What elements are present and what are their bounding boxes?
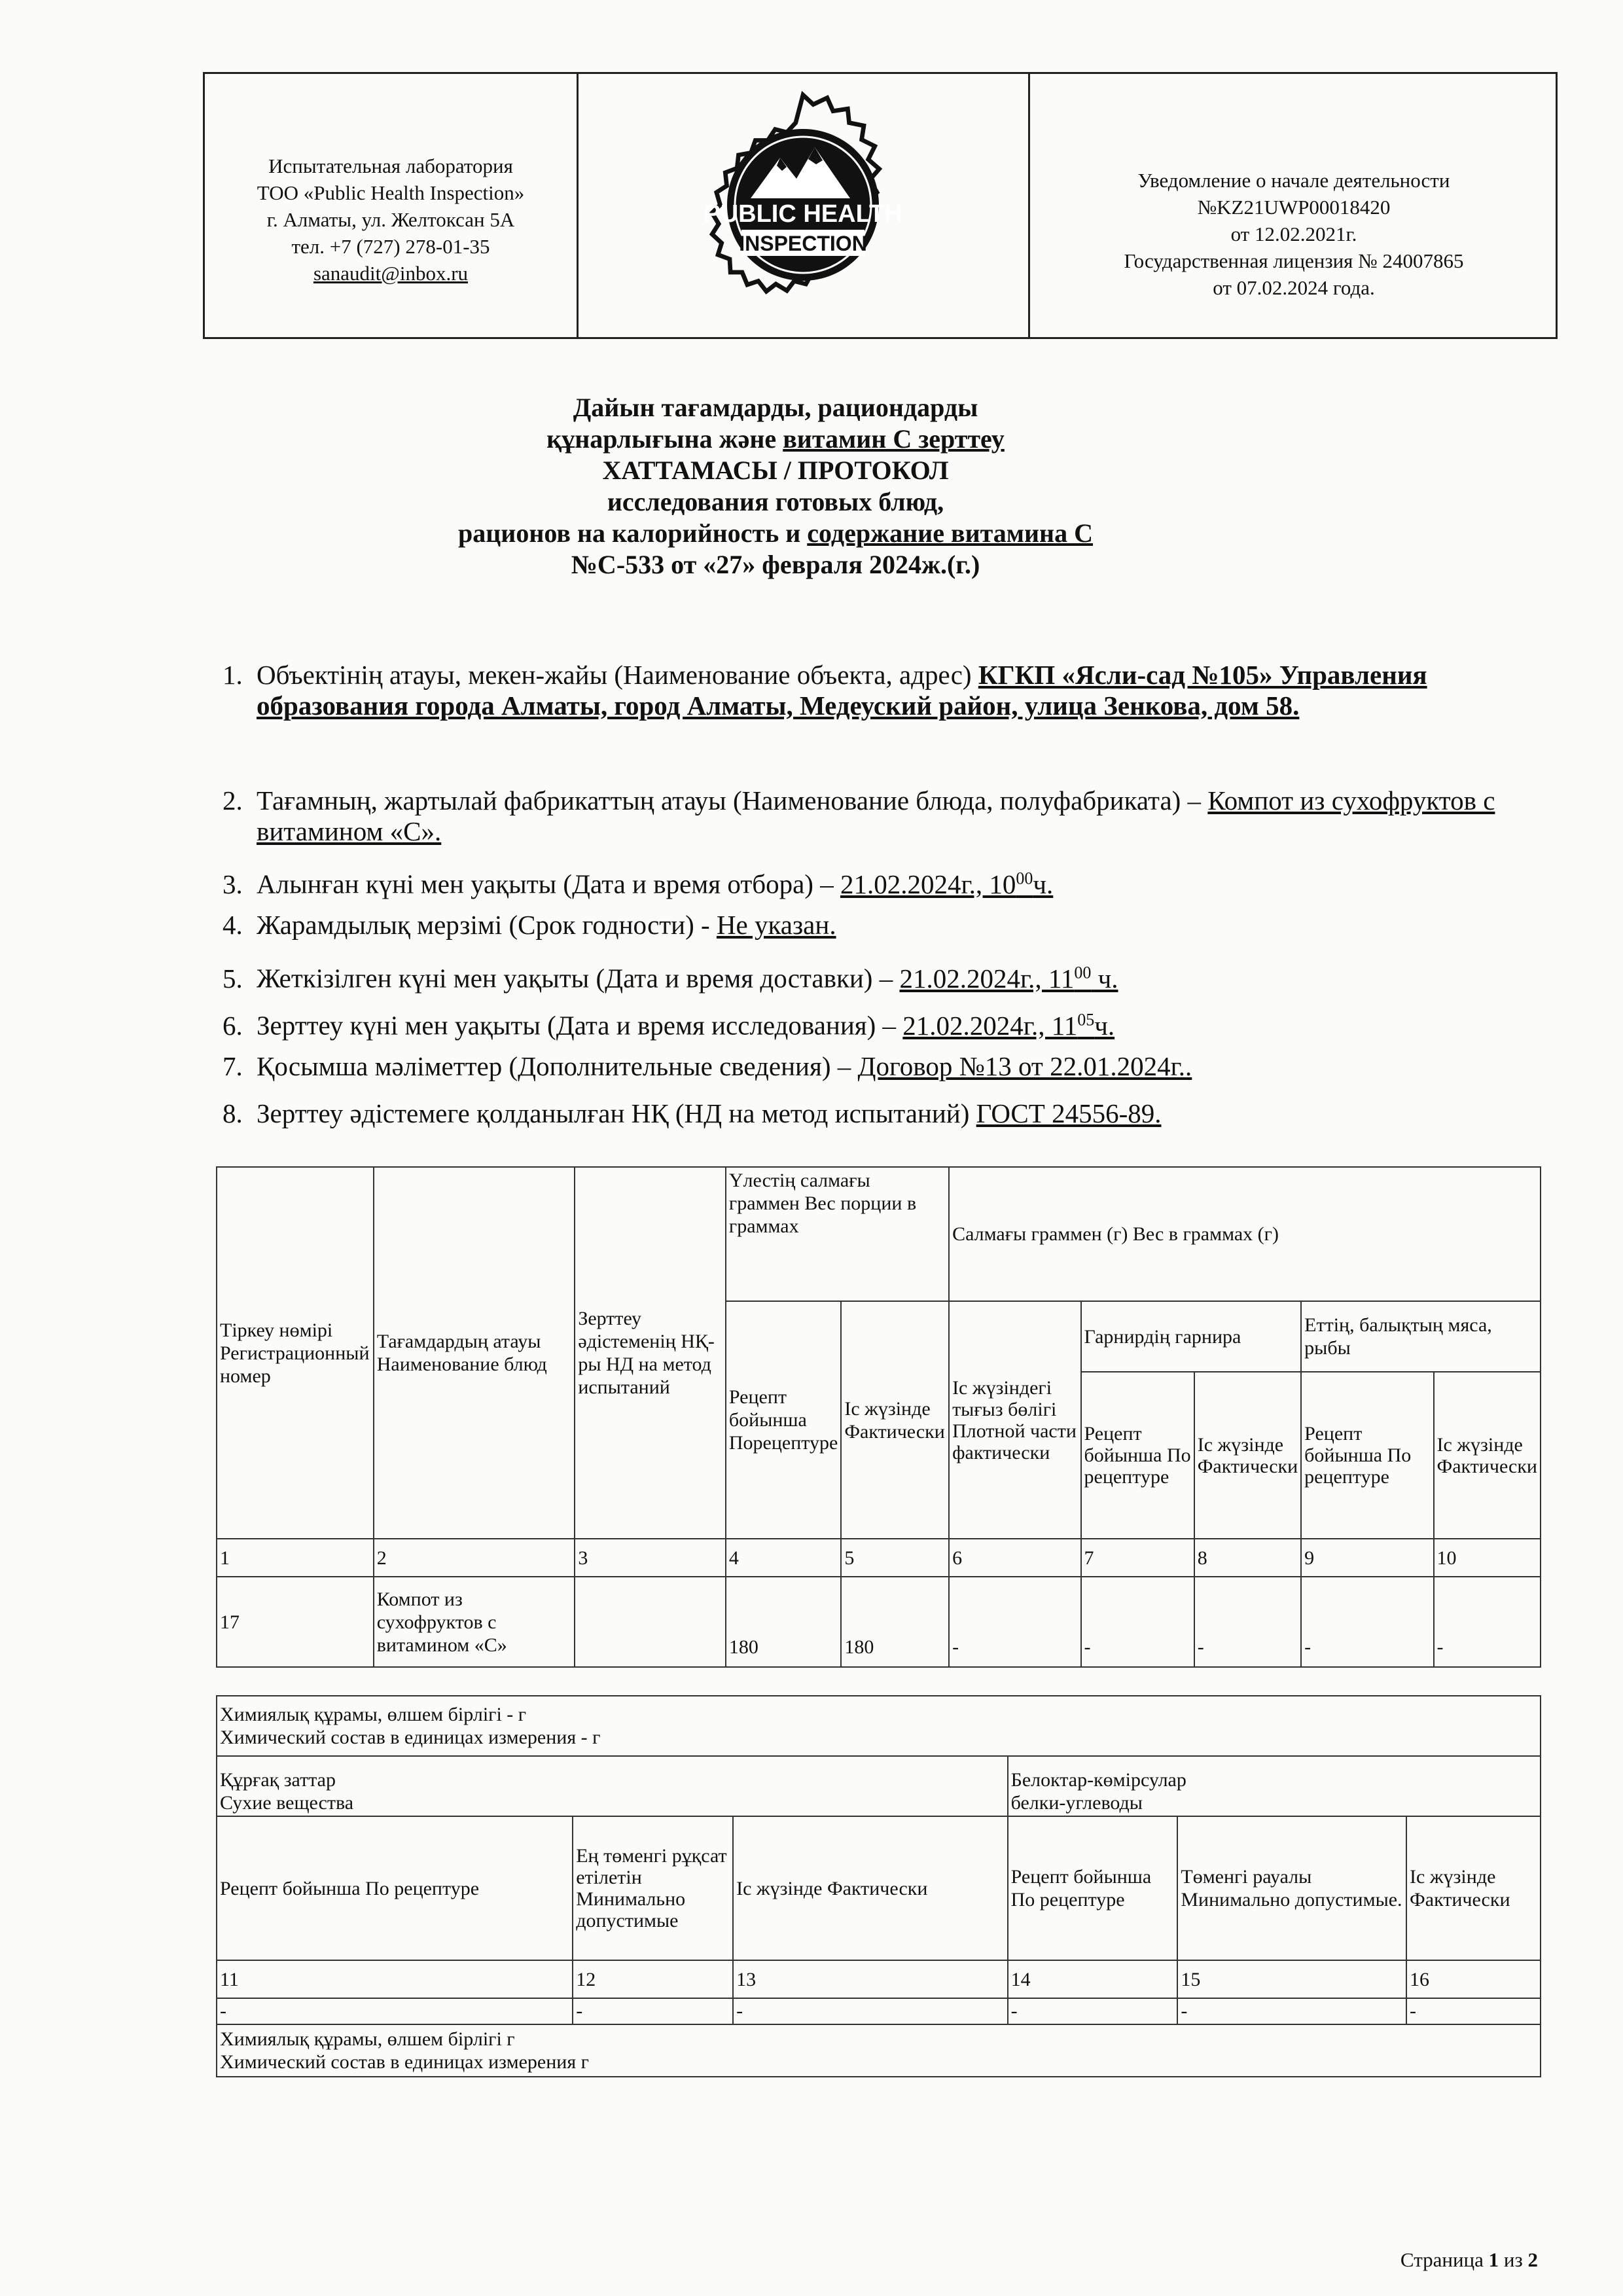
cell-name: Компот из сухофруктов с витамином «С» (374, 1577, 575, 1667)
col-number: 1 (217, 1539, 374, 1577)
col-number: 5 (841, 1539, 949, 1577)
chem-title-kk: Химиялық құрамы, өлшем бірлігі - г (220, 1704, 527, 1725)
item-value-text: 21.02.2024г., 11 (902, 1010, 1078, 1041)
chem-footer-ru: Химический состав в единицах измерения г (220, 2051, 589, 2073)
item-2 (223, 785, 1564, 847)
header-meat: Еттің, балықтың мяса, рыбы (1301, 1301, 1541, 1372)
header-15: Төменгі рауалы Минимально допустимые. (1177, 1816, 1406, 1960)
item-label: Жеткізілген күні мен уақыты (Дата и время доставки) – (257, 963, 900, 994)
item-value (902, 1011, 1115, 1041)
item-6 (223, 1004, 1564, 1041)
col-number: 14 (1008, 1960, 1178, 1998)
item-5 (223, 957, 1564, 994)
notice-line: №KZ21UWP00018420 (1197, 196, 1391, 219)
header-16: Іс жүзінде Фактически (1406, 1816, 1541, 1960)
cell-meat-actual: - (1434, 1577, 1541, 1667)
header-12: Ең төменгі рұқсат етілетін Минимально допустимые (573, 1816, 733, 1960)
chem-footer-kk: Химиялық құрамы, өлшем бірлігі г (220, 2028, 515, 2050)
cell-value: - (217, 1998, 573, 2024)
lab-info (205, 152, 577, 287)
title-text: құнарлығына және (546, 424, 783, 454)
protein-carb-header (1008, 1756, 1541, 1816)
title-text: рационов на калорийность и (458, 518, 808, 548)
item-value-tail: ч. (1094, 1010, 1115, 1041)
page-total: 2 (1527, 2248, 1538, 2271)
item-value: Не указан. (716, 910, 836, 940)
dry-ru: Сухие вещества (220, 1792, 354, 1814)
header-garnish-recipe: Рецепт бойынша По рецептуре (1081, 1372, 1194, 1539)
item-label: Қосымша мәліметтер (Дополнительные сведения) – (257, 1051, 858, 1081)
lab-line: г. Алматы, ул. Желтоксан 5А (266, 208, 515, 231)
item-number: 4. (223, 910, 243, 940)
item-label: Жарамдылық мерзімі (Срок годности) - (257, 910, 717, 940)
cell-value: - (1406, 1998, 1541, 2024)
cell-value: - (1008, 1998, 1178, 2024)
item-value (840, 869, 1053, 899)
item-number: 1. (223, 660, 243, 690)
item-number: 5. (223, 963, 243, 994)
cell-meat-recipe: - (1301, 1577, 1433, 1667)
logo-text-top: PUBLIC HEALTH (704, 200, 902, 228)
weights-table (216, 1166, 1541, 1668)
chem-title-ru: Химический состав в единицах измерения - г (220, 1727, 601, 1748)
title-text-underlined: витамин С зерттеу (783, 424, 1005, 454)
item-value: Договор №13 от 22.01.2024г.. (857, 1051, 1192, 1081)
title-line-4: исследования готовых блюд, (607, 487, 944, 516)
col-number: 4 (726, 1539, 841, 1577)
cell-reg: 17 (217, 1577, 374, 1667)
col-number: 12 (573, 1960, 733, 1998)
item-value-tail: ч. (1091, 963, 1118, 994)
cell-portion-actual: 180 (841, 1577, 949, 1667)
item-value (899, 963, 1118, 994)
logo (579, 74, 1028, 337)
header-portion-actual: Іс жүзінде Фактически (841, 1301, 949, 1539)
item-value: ГОСТ 24556-89. (976, 1098, 1162, 1128)
notice-line: от 07.02.2024 года. (1213, 276, 1375, 299)
item-7 (223, 1051, 1564, 1082)
item-8 (223, 1098, 1564, 1129)
notice-line: Уведомление о начале деятельности (1137, 169, 1450, 192)
item-value-tail: ч. (1033, 869, 1054, 899)
cell-nd (575, 1577, 726, 1667)
cell-portion-recipe: 180 (726, 1577, 841, 1667)
notice-line: Государственная лицензия № 24007865 (1124, 249, 1464, 272)
item-value-sup: 05 (1077, 1010, 1095, 1029)
cell-solid: - (949, 1577, 1080, 1667)
table-row (217, 1577, 1541, 1667)
chem-title (217, 1696, 1541, 1756)
col-number: 6 (949, 1539, 1080, 1577)
lab-line: Испытательная лаборатория (268, 154, 513, 177)
item-number: 3. (223, 869, 243, 899)
pc-kk: Белоктар-көмірсулар (1010, 1769, 1186, 1791)
header-portion: Үлестің салмағы граммен Вес порции в граммах (726, 1167, 949, 1301)
item-value: КГКП «Ясли-сад №105» Управления образования города Алматы, город Алматы, Медеуский район, улица Зенкова, дом 58. (257, 660, 1427, 721)
item-value-text: 21.02.2024г., 11 (899, 963, 1075, 994)
lab-line: ТОО «Public Health Inspection» (257, 181, 525, 204)
item-label: Объектінің атауы, мекен-жайы (Наименование объекта, адрес) (257, 660, 978, 690)
item-number: 7. (223, 1051, 243, 1081)
item-label: Зерттеу әдістемеге қолданылған НҚ (НД на метод испытаний) (257, 1098, 976, 1128)
col-number: 10 (1434, 1539, 1541, 1577)
item-value: Компот из сухофруктов с витамином «С». (257, 785, 1495, 846)
cell-value: - (1177, 1998, 1406, 2024)
item-label: Тағамның, жартылай фабрикаттың атауы (Наименование блюда, полуфабриката) – (257, 785, 1208, 816)
header-13: Іс жүзінде Фактически (733, 1816, 1008, 1960)
header-meat-actual: Іс жүзінде Фактически (1434, 1372, 1541, 1539)
item-value-sup: 00 (1074, 963, 1092, 982)
cell-garnish-recipe: - (1081, 1577, 1194, 1667)
pc-ru: белки-углеводы (1010, 1792, 1143, 1814)
page-current: 1 (1488, 2248, 1499, 2271)
item-number: 6. (223, 1010, 243, 1041)
header-reg: Тіркеу нөмірі Регистрационный номер (217, 1167, 374, 1539)
public-health-inspection-logo (579, 74, 1028, 337)
title-line-1: Дайын тағамдарды, рациондарды (573, 393, 978, 422)
item-3 (223, 863, 1564, 900)
page-number (1400, 2248, 1538, 2272)
page-prefix: Страница (1400, 2248, 1489, 2271)
lab-line: тел. +7 (727) 278-01-35 (291, 235, 490, 258)
cell-value: - (733, 1998, 1008, 2024)
item-label: Зерттеу күні мен уақыты (Дата и время исследования) – (257, 1010, 903, 1041)
title-text-underlined: содержание витамина С (807, 518, 1093, 548)
col-number: 11 (217, 1960, 573, 1998)
title-line-3: ХАТТАМАСЫ / ПРОТОКОЛ (602, 456, 949, 485)
lab-email: sanaudit@inbox.ru (313, 262, 469, 285)
dry-kk: Құрғақ заттар (220, 1769, 336, 1791)
cell-value: - (573, 1998, 733, 2024)
col-number: 9 (1301, 1539, 1433, 1577)
col-number: 7 (1081, 1539, 1194, 1577)
item-4 (223, 910, 1564, 941)
col-number: 2 (374, 1539, 575, 1577)
chemical-table (216, 1695, 1541, 2077)
notice-line: от 12.02.2021г. (1230, 223, 1357, 245)
header-name: Тағамдардың атауы Наименование блюд (374, 1167, 575, 1539)
item-label: Алынған күні мен уақыты (Дата и время отбора) – (257, 869, 840, 899)
dry-substances-header (217, 1756, 1008, 1816)
header-garnish-actual: Іс жүзінде Фактически (1194, 1372, 1301, 1539)
title-line-6: №С-533 от «27» февраля 2024ж.(г.) (571, 550, 980, 579)
col-number: 3 (575, 1539, 726, 1577)
item-value-sup: 00 (1016, 869, 1033, 888)
item-1 (223, 660, 1564, 721)
header-11: Рецепт бойынша По рецептуре (217, 1816, 573, 1960)
header-garnish: Гарнирдің гарнира (1081, 1301, 1302, 1372)
header-weight: Салмағы граммен (г) Вес в граммах (г) (949, 1167, 1541, 1301)
header-14: Рецепт бойынша По рецептуре (1008, 1816, 1178, 1960)
col-number: 13 (733, 1960, 1008, 1998)
col-number: 16 (1406, 1960, 1541, 1998)
cell-garnish-actual: - (1194, 1577, 1301, 1667)
header-portion-recipe: Рецепт бойынша Порецептуре (726, 1301, 841, 1539)
table-row (217, 1998, 1541, 2024)
title-line-5 (203, 518, 1348, 548)
header-solid: Іс жүзіндегі тығыз бөлігі Плотной части фактически (949, 1301, 1080, 1539)
item-value-text: 21.02.2024г., 10 (840, 869, 1016, 899)
item-number: 8. (223, 1098, 243, 1128)
col-number: 8 (1194, 1539, 1301, 1577)
chem-footer (217, 2024, 1541, 2077)
logo-text-bottom: INSPECTION (739, 232, 867, 255)
col-number: 15 (1177, 1960, 1406, 1998)
item-number: 2. (223, 785, 243, 816)
header-meat-recipe: Рецепт бойынша По рецептуре (1301, 1372, 1433, 1539)
header-box (203, 72, 1558, 339)
page-mid: из (1499, 2248, 1528, 2271)
title-line-2 (203, 424, 1348, 454)
header-nd: Зерттеу әдістеменің НҚ-ры НД на метод испытаний (575, 1167, 726, 1539)
notice-info (1030, 167, 1558, 301)
